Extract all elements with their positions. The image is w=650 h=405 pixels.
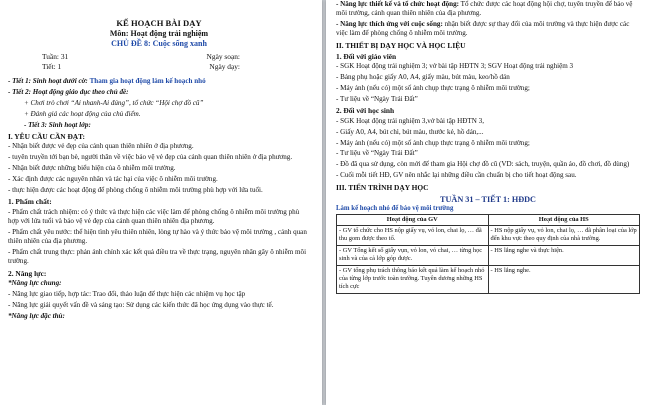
student-materials-heading: 2. Đối với học sinh: [336, 106, 395, 116]
objective-5: - thực hiện được các hoạt động để phòng chống ô nhiễm môi trường phù hợp với lứa tuổi.: [8, 185, 263, 194]
activity-title: Làm kế hoạch nhỏ để bảo vệ môi trường: [336, 204, 454, 212]
table-cell: - GV tổng phụ trách thông báo kết quả làm kế hoạch nhỏ của từng lớp trước toàn trường. Tuyên dương những HS tích cực: [337, 265, 489, 293]
competency-heading: 2. Năng lực:: [8, 268, 47, 278]
table-cell: - HS nộp giấy vụ, vỏ lon, chai lọ, … đã phân loại của lớp đến khu vực theo quy định của nhà trường.: [488, 225, 640, 245]
objective-1: - Nhận biết được vẻ đẹp của cảnh quan thiên nhiên ở địa phương.: [8, 142, 194, 151]
specific-competency-label: *Năng lực đặc thù:: [8, 311, 65, 320]
table-header-student: Hoạt động của HS: [488, 214, 640, 225]
teacher-material-3: - Máy ảnh (nếu có) một số ảnh chụp thực trạng ô nhiễm môi trường;: [336, 84, 530, 93]
table-row: [337, 245, 640, 265]
objective-2: - tuyên truyền tới bạn bè, người thân về việc bảo vệ vẻ đẹp của cảnh quan thiên nhiên ở địa phương.: [8, 153, 293, 162]
objective-3: - Nhận biết được những biểu hiện của ô nhiễm môi trường.: [8, 164, 176, 173]
general-competency-label: *Năng lực chung:: [8, 279, 62, 288]
teacher-material-2: - Bảng phụ hoặc giấy A0, A4, giấy màu, bút màu, keo/hồ dán: [336, 73, 510, 82]
lesson-2-item-1: + Chơi trò chơi “Ai nhanh-Ai đúng”, tổ chức “Hội chợ đồ cũ”: [24, 98, 204, 107]
competency-adapt: - Năng lực thích ứng với cuộc sống: nhận biết được sự thay đổi của môi trường và thực hiện được các việc làm để phòng chống ô nhiễm môi trường.: [336, 20, 630, 38]
objective-4: - Xác định được các nguyên nhân và tác hại của việc ô nhiễm môi trường.: [8, 175, 218, 184]
lesson-1-line: - Tiết 1: Sinh hoạt dưới cờ: Tham gia hoạt động làm kế hoạch nhỏ: [8, 77, 206, 85]
table-header-teacher: Hoạt động của GV: [337, 214, 489, 225]
prep-date-label: Ngày soạn:: [206, 52, 240, 61]
table-cell: - HS lắng nghe.: [488, 265, 640, 293]
table-row: [337, 265, 640, 293]
document-page-right: [326, 0, 650, 405]
lesson-3-line: - Tiết 3: Sinh hoạt lớp:: [24, 120, 91, 129]
lesson-2-line: - Tiết 2: Hoạt động giáo dục theo chủ đề:: [8, 87, 129, 96]
teacher-material-1: - SGK Hoạt động trải nghiệm 3; vở bài tập HĐTN 3; SGV Hoạt động trải nghiệm 3: [336, 62, 574, 71]
teacher-material-4: - Tư liệu về “Ngày Trái Đất”: [336, 94, 418, 103]
competency-1: - Năng lực giao tiếp, hợp tác: Trao đổi, thảo luận để thực hiện các nhiệm vụ học tập: [8, 290, 246, 299]
table-header-row: [337, 214, 640, 225]
student-material-1: - SGK Hoạt động trải nghiệm 3,vở bài tập HĐTN 3,: [336, 116, 484, 125]
section-3-heading: III. TIẾN TRÌNH DẠY HỌC: [336, 182, 429, 192]
section-2-heading: II. THIẾT BỊ DẠY HỌC VÀ HỌC LIỆU: [336, 40, 466, 50]
table-cell: - GV tổ chức cho HS nộp giấy vụ, vỏ lon, chai lọ, … đã thu gom được theo tổ.: [337, 225, 489, 245]
table-cell: - GV Tổng kết số giấy vụn, vỏ lon, vỏ chai, … từng học sinh và của cả lớp góp được.: [337, 245, 489, 265]
topic-line: CHỦ ĐỀ 8: Cuộc sống xanh: [111, 39, 207, 48]
week-label: Tuần: 31: [42, 52, 69, 61]
teach-date-label: Ngày dạy:: [209, 62, 240, 71]
quality-2: - Phẩm chất yêu nước: thể hiện tình yêu thiên nhiên, lòng tự hào và ý thức bảo vệ môi trường , cảnh quan thiên nhiên của địa phương.: [8, 227, 307, 246]
subject-line: Môn: Hoạt động trải nghiệm: [109, 29, 209, 38]
section-1-heading: I. YÊU CẦU CẦN ĐẠT:: [8, 131, 85, 141]
teacher-materials-heading: 1. Đối với giáo viên: [336, 51, 397, 61]
quality-3: - Phẩm chất trung thực: phản ánh chính xác kết quả điều tra về thực trạng, nguyên nhân gây ô nhiễm môi trường.: [8, 248, 307, 266]
lesson-label: Tiết: 1: [42, 62, 62, 71]
quality-1: - Phẩm chất trách nhiệm: có ý thức và thực hiện các việc làm để phòng chống ô nhiễm môi trường phù hợp với lứa tuổi và bảo vệ vẻ đẹp của cảnh quan thiên nhiên địa phương.: [8, 207, 300, 226]
table-row: [337, 225, 640, 245]
student-material-4: - Tư liệu về “Ngày Trái Đất”: [336, 149, 418, 158]
week-row: [8, 52, 310, 61]
lesson-2-item-2: + Đánh giá các hoạt động của chủ điểm.: [24, 109, 141, 118]
week-lesson-title: TUẦN 31 – TIẾT 1: HĐDC: [440, 194, 536, 204]
lesson-plan-title: KẾ HOẠCH BÀI DẠY: [116, 18, 202, 28]
student-material-2: - Giấy A0, A4, bút chì, bút màu, thước kẻ, hồ dán,...: [336, 127, 484, 136]
student-material-5: - Đồ đã qua sử dụng, còn mới để tham gia Hội chợ đồ cũ (VD: sách, truyện, quần áo, đồ chơi, đồ dùng): [336, 160, 630, 169]
lesson-row: [8, 62, 310, 71]
activity-table: [336, 214, 640, 294]
student-material-3: - Máy ảnh (nếu có) một số ảnh chụp thực trạng ô nhiễm môi trường;: [336, 138, 530, 147]
table-cell: - HS lắng nghe và thực hiện.: [488, 245, 640, 265]
document-page-left: [0, 0, 322, 405]
student-material-6: - Cuối mỗi tiết HĐ, GV nên nhắc lại những điều cần chuẩn bị cho tiết hoạt động sau.: [336, 171, 577, 180]
competency-2: - Năng lực giải quyết vấn đề và sáng tạo: Sử dụng các kiến thức đã học ứng dụng vào thực tế.: [8, 300, 274, 309]
qualities-heading: 1. Phẩm chất:: [8, 197, 52, 207]
competency-design: - Năng lực thiết kế và tổ chức hoạt động: Tổ chức được các hoạt động hội chợ, tuyên truyền để bảo vệ môi trường, cảnh quan thiên nhiên của địa phương.: [336, 0, 633, 18]
